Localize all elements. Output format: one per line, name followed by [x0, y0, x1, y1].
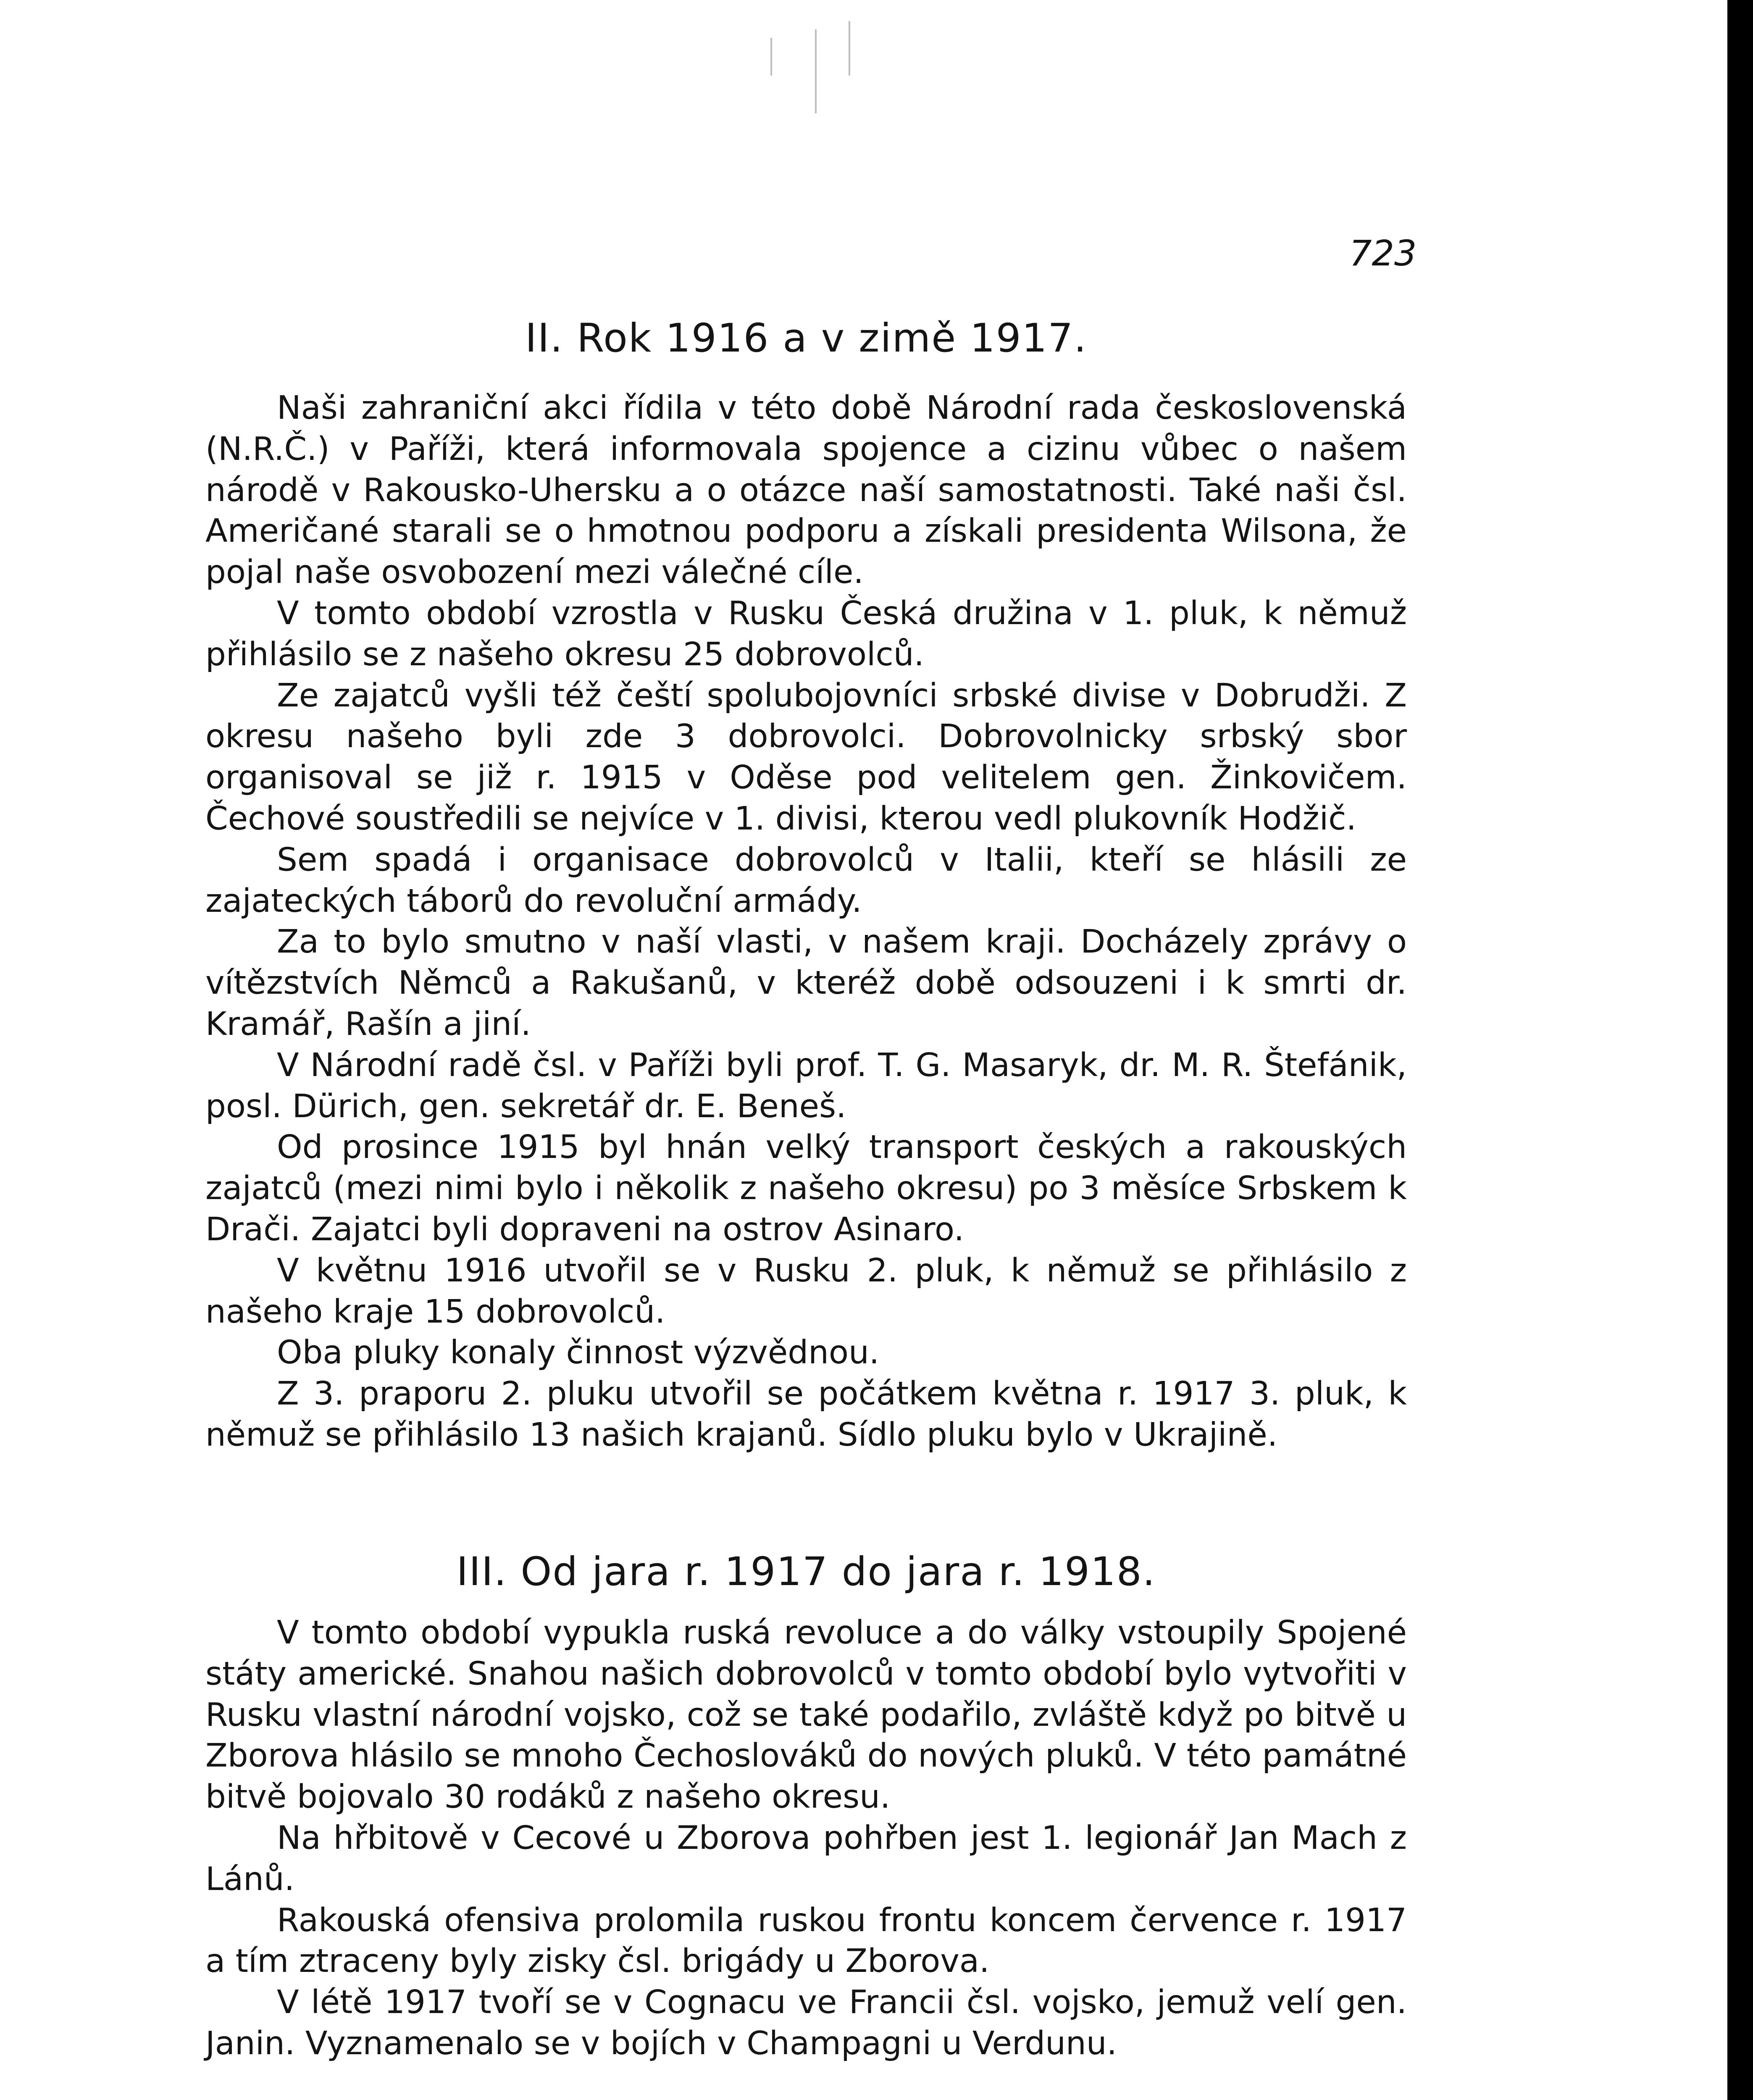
- paragraph: V Národní radě čsl. v Paříži byli prof. T. G. Masaryk, dr. M. R. Štefánik, posl. Dürich, gen. sekretář dr. E. Beneš.: [205, 1046, 1407, 1125]
- paragraph: Oba pluky konaly činnost výzvědnou.: [277, 1334, 880, 1372]
- section-iii-body: [205, 1612, 1407, 2064]
- scan-artifact-line: [849, 21, 850, 76]
- scan-border-right: [1727, 0, 1753, 2100]
- paragraph: Rakouská ofensiva prolomila ruskou frontu koncem července r. 1917 a tím ztraceny byly zisky čsl. brigády u Zborova.: [205, 1901, 1407, 1980]
- paragraph: Z 3. praporu 2. pluku utvořil se počátkem května r. 1917 3. pluk, k němuž se přihlásilo 13 našich krajanů. Sídlo pluku bylo v Ukrajině.: [205, 1375, 1407, 1454]
- paragraph: V květnu 1916 utvořil se v Rusku 2. pluk, k němuž se přihlásilo z našeho kraje 15 dobrovolců.: [205, 1252, 1407, 1331]
- paragraph: V tomto období vypukla ruská revoluce a do války vstoupily Spojené státy americké. Snahou našich dobrovolců v tomto období bylo vytvořiti v Rusku vlastní národní vojsko, což se také podařilo, zvláště když po bitvě u Zborova hlásilo se mnoho Čechoslováků do nových pluků. V této památné bitvě bojovalo 30 rodáků z našeho okresu.: [205, 1614, 1407, 1816]
- paragraph: Sem spadá i organisace dobrovolců v Italii, kteří se hlásili ze zajateckých táborů do revoluční armády.: [205, 841, 1407, 920]
- paragraph: Ze zajatců vyšli též čeští spolubojovníci srbské divise v Dobrudži. Z okresu našeho byli zde 3 dobrovolci. Dobrovolnicky srbský sbor organisoval se již r. 1915 v Oděse pod velitelem gen. Žinkovičem. Čechové soustředili se nejvíce v 1. divisi, kterou vedl plukovník Hodžič.: [205, 677, 1407, 837]
- paragraph: Na hřbitově v Cecové u Zborova pohřben jest 1. legionář Jan Mach z Lánů.: [205, 1819, 1407, 1898]
- paragraph: V létě 1917 tvoří se v Cognacu ve Francii čsl. vojsko, jemuž velí gen. Janin. Vyznamenalo se v bojích v Champagni u Verdunu.: [205, 1984, 1407, 2062]
- section-ii-body: [205, 388, 1407, 1456]
- page-number: 723: [1349, 233, 1417, 274]
- scan-artifact-line: [770, 38, 772, 76]
- paragraph: Za to bylo smutno v naší vlasti, v našem kraji. Docházely zprávy o vítězstvích Němců a Rakušanů, v kteréž době odsouzeni i k smrti dr. Kramář, Rašín a jiní.: [205, 923, 1407, 1043]
- paragraph: Naši zahraniční akci řídila v této době Národní rada československá (N.R.Č.) v Paříži, která informovala spojence a cizinu vůbec o našem národě v Rakousko-Uhersku a o otázce naší samostatnosti. Také naši čsl. Američané starali se o hmotnou podporu a získali presidenta Wilsona, že pojal naše osvobození mezi válečné cíle.: [205, 389, 1407, 591]
- paragraph: Od prosince 1915 byl hnán velký transport českých a rakouských zajatců (mezi nimi bylo i několik z našeho okresu) po 3 měsíce Srbskem k Drači. Zajatci byli dopraveni na ostrov Asinaro.: [205, 1129, 1407, 1248]
- scan-artifact-line: [815, 29, 817, 113]
- section-heading-ii: II. Rok 1916 a v zimě 1917.: [525, 315, 1088, 361]
- section-heading-iii: III. Od jara r. 1917 do jara r. 1918.: [456, 1549, 1156, 1595]
- paragraph: V tomto období vzrostla v Rusku Česká družina v 1. pluk, k němuž přihlásilo se z našeho okresu 25 dobrovolců.: [205, 594, 1407, 673]
